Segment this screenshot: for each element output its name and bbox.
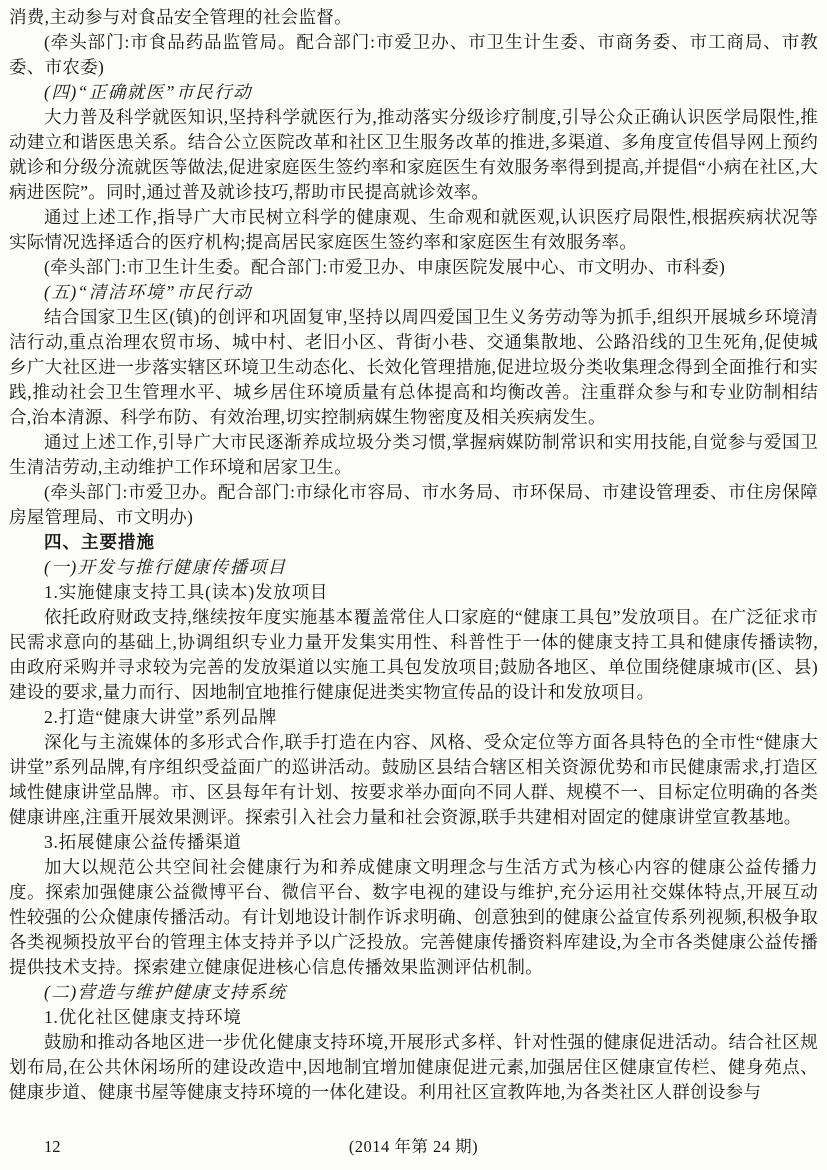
section-heading-5: (五)“清洁环境”市民行动 xyxy=(44,282,253,302)
issue-label: (2014 年第 24 期) xyxy=(348,1137,479,1156)
paragraph-body: 鼓励和推动各地区进一步优化健康支持环境,开展形式多样、针对性强的健康促进活动。结合社区规划布局,在公共休闲场所的建设改造中,因地制宜增加健康促进元素,加强居住区健康宣传栏、健身苑点、健康步道、健康书屋等健康支持环境的一体化建设。利用社区宣教阵地,为各类社区人群创设参与 xyxy=(9,1032,818,1102)
item-heading-1b: 1.优化社区健康支持环境 xyxy=(44,1007,242,1027)
page-number: 12 xyxy=(44,1137,61,1156)
item-heading-1: 1.实施健康支持工具(读本)发放项目 xyxy=(44,582,329,602)
paragraph-departments: (牵头部门:市爱卫办。配合部门:市绿化市容局、市水务局、市环保局、市建设管理委、市住房保障房屋管理局、市文明办) xyxy=(9,482,818,527)
section-heading-4: (四)“正确就医”市民行动 xyxy=(44,82,253,102)
document-body xyxy=(9,5,818,1105)
section-heading-2: (二)营造与维护健康支持系统 xyxy=(44,982,287,1002)
section-heading-1: (一)开发与推行健康传播项目 xyxy=(44,557,287,577)
page-footer xyxy=(0,1134,827,1160)
paragraph-body: 通过上述工作,指导广大市民树立科学的健康观、生命观和就医观,认识医疗局限性,根据疾病状况等实际情况选择适合的医疗机构;提高居民家庭医生签约率和家庭医生有效服务率。 xyxy=(9,207,818,252)
paragraph-body: 通过上述工作,引导广大市民逐渐养成垃圾分类习惯,掌握病媒防制常识和实用技能,自觉参与爱国卫生清洁劳动,主动维护工作环境和居家卫生。 xyxy=(9,432,818,477)
paragraph-body: 加大以规范公共空间社会健康行为和养成健康文明理念与生活方式为核心内容的健康公益传播力度。探索加强健康公益微博平台、微信平台、数字电视的建设与维护,充分运用社交媒体特点,开展互动性较强的公众健康传播活动。有计划地设计制作诉求明确、创意独到的健康公益宣传系列视频,积极争取各类视频投放平台的管理主体支持并予以广泛投放。完善健康传播资料库建设,为全市各类健康公益传播提供技术支持。探索建立健康促进核心信息传播效果监测评估机制。 xyxy=(9,857,818,977)
paragraph-departments: (牵头部门:市卫生计生委。配合部门:市爱卫办、申康医院发展中心、市文明办、市科委) xyxy=(44,257,726,277)
item-heading-2: 2.打造“健康大讲堂”系列品牌 xyxy=(44,707,278,727)
item-heading-3: 3.拓展健康公益传播渠道 xyxy=(44,832,242,852)
chapter-heading-4: 四、主要措施 xyxy=(44,532,155,552)
paragraph-body: 结合国家卫生区(镇)的创评和巩固复审,坚持以周四爱国卫生义务劳动等为抓手,组织开展城乡环境清洁行动,重点治理农贸市场、城中村、老旧小区、背街小巷、交通集散地、公路沿线的卫生死角,促使城乡广大社区进一步落实辖区环境卫生动态化、长效化管理措施,促进垃圾分类收集理念得到全面推行和实践,推动社会卫生管理水平、城乡居住环境质量有总体提高和均衡改善。注重群众参与和专业防制相结合,治本清源、科学布防、有效治理,切实控制病媒生物密度及相关疾病发生。 xyxy=(9,307,818,427)
paragraph-continued-from-previous-page: 消费,主动参与对食品安全管理的社会监督。 xyxy=(9,7,352,27)
paragraph-departments: (牵头部门:市食品药品监管局。配合部门:市爱卫办、市卫生计生委、市商务委、市工商局、市教委、市农委) xyxy=(9,32,818,77)
paragraph-body: 深化与主流媒体的多形式合作,联手打造在内容、风格、受众定位等方面各具特色的全市性“健康大讲堂”系列品牌,有序组织受益面广的巡讲活动。鼓励区县结合辖区相关资源优势和市民健康需求,打造区域性健康讲堂品牌。市、区县每年有计划、按要求举办面向不同人群、规模不一、目标定位明确的各类健康讲座,注重开展效果测评。探索引入社会力量和社会资源,联手共建相对固定的健康讲堂宣教基地。 xyxy=(9,732,818,827)
paragraph-body: 依托政府财政支持,继续按年度实施基本覆盖常住人口家庭的“健康工具包”发放项目。在广泛征求市民需求意向的基础上,协调组织专业力量开发集实用性、科普性于一体的健康支持工具和健康传播读物,由政府采购并寻求较为完善的发放渠道以实施工具包发放项目;鼓励各地区、单位围绕健康城市(区、县)建设的要求,量力而行、因地制宜地推行健康促进类实物宣传品的设计和发放项目。 xyxy=(9,607,818,702)
paragraph-body: 大力普及科学就医知识,坚持科学就医行为,推动落实分级诊疗制度,引导公众正确认识医学局限性,推动建立和谐医患关系。结合公立医院改革和社区卫生服务改革的推进,多渠道、多角度宣传倡导网上预约就诊和分级分流就医等做法,促进家庭医生签约率和家庭医生有效服务率得到提高,并提倡“小病在社区,大病进医院”。同时,通过普及就诊技巧,帮助市民提高就诊效率。 xyxy=(9,107,818,202)
